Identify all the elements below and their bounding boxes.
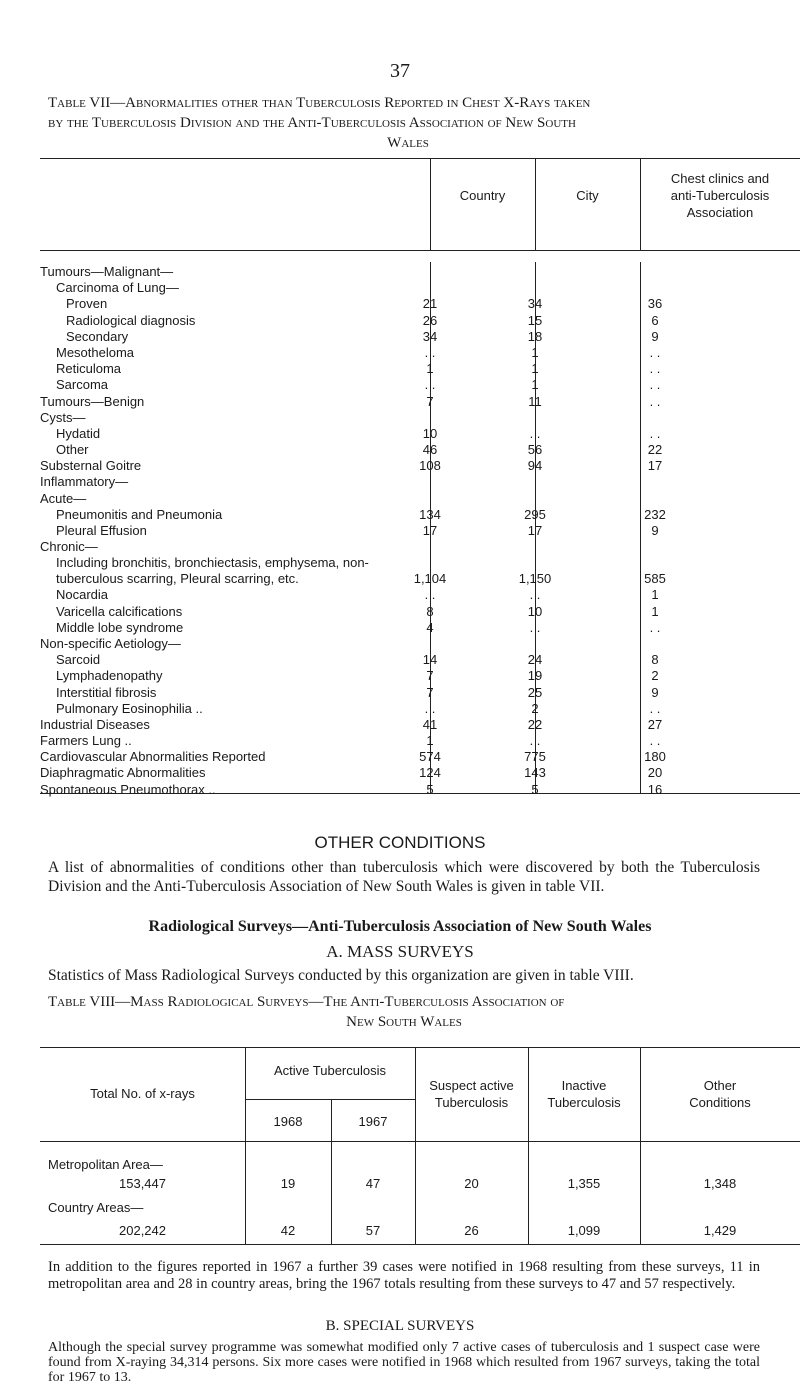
table-row [40,765,800,781]
cell-city: 56 [527,442,543,458]
cell-city: . . [529,733,541,749]
cell-assoc: 1 [651,587,659,603]
cell-city: . . [529,425,541,441]
cell-assoc: 1 [651,603,659,619]
t8-row0-inactive: 1,355 [567,1176,601,1191]
cell-country: 34 [422,328,438,344]
cell-assoc: 22 [647,442,663,458]
cell-city: 17 [527,523,543,538]
cell-assoc: 8 [651,652,659,668]
cell-country: 46 [422,442,438,458]
t8-row1-1968: 42 [280,1223,296,1238]
cell-city: 25 [527,684,543,700]
table-row [40,426,800,442]
table-row [40,782,800,798]
t8-row1-total: 202,242 [119,1223,166,1238]
cell-city: 34 [527,296,543,312]
cell-country: . . [424,700,436,716]
table7-col-divider-2 [535,158,536,250]
cell-assoc: . . [649,344,661,360]
row-label: Secondary [66,328,129,344]
table-row [40,555,800,587]
cell-city: 24 [527,652,543,668]
cell-assoc: . . [649,619,661,635]
cell-city: 11 [528,393,542,409]
row-label: Tumours—Malignant— [40,264,174,279]
cell-country: . . [424,587,436,603]
header-chest-clinics [640,170,800,221]
row-label: Sarcoid [56,652,101,668]
table7-title-line2: by the Tuberculosis Division and the Anti-Tuberculosis Association of New South [48,115,576,131]
table-row [40,313,800,329]
cell-country: . . [424,377,436,393]
cell-assoc: . . [649,425,661,441]
addition-text: In addition to the figures reported in 1967 a further 39 cases were notified in 1968 resulting from these surveys, 11 in metropolitan area and 28 in country areas, bring the 1967 totals resulting from these surveys to 47 and 57 respectively. [48,1259,760,1292]
t8-row1-1967: 57 [365,1223,381,1238]
t8-row1-suspect: 26 [464,1223,479,1238]
table-row [40,361,800,377]
cell-country: 17 [422,523,438,538]
row-label: Middle lobe syndrome [56,619,184,635]
page-number: 37 [390,60,410,82]
cell-assoc: 27 [647,716,663,732]
table-row [40,652,800,668]
table8-title [48,992,760,1032]
mass-surveys-heading: A. MASS SURVEYS [326,942,474,961]
row-label: Pneumonitis and Pneumonia [56,506,223,522]
table-row [40,264,800,280]
cell-country: 10 [422,425,438,441]
table8-active-subrule [245,1099,415,1100]
table-row [40,410,800,426]
table-row [40,717,800,733]
row-label: Cysts— [40,409,86,425]
t8-header-active: Active Tuberculosis [274,1063,386,1078]
row-label: Tumours—Benign [40,393,145,409]
table7-title-line3: Wales [387,135,429,151]
row-label: Nocardia [56,587,109,603]
table-row [40,345,800,361]
row-label: Diaphragmatic Abnormalities [40,765,206,781]
table-row [40,636,800,652]
row-label: Other [56,442,89,458]
cell-city: . . [529,619,541,635]
t8-header-other [640,1077,800,1111]
cell-country: 124 [419,765,441,781]
t8-header-other-l1: Other [703,1078,737,1093]
table-row [40,668,800,684]
table-row [40,685,800,701]
t8-row0-area: Metropolitan Area— [48,1157,163,1172]
other-conditions-text: A list of abnormalities of conditions other than tuberculosis which were discovered by both the Tuberculosis Division and the Anti-Tuberculosis Association of New South Wales is given in table VII. [48,859,760,895]
cell-assoc: 9 [651,328,659,344]
table8-bottom-rule [40,1244,800,1245]
cell-country: 8 [426,603,434,619]
t8-header-suspect [415,1077,528,1111]
cell-assoc: . . [649,361,661,377]
t8-header-suspect-l2: Tuberculosis [434,1095,509,1110]
row-label: Reticuloma [56,361,122,377]
cell-city: 10 [527,603,543,619]
cell-country: 134 [419,506,441,522]
cell-country: 26 [422,312,438,328]
table8-title-line1: Table VIII—Mass Radiological Surveys—The Anti-Tuberculosis Association of [48,994,565,1010]
row-label: Lymphadenopathy [56,668,163,684]
t8-header-inactive-l1: Inactive [561,1078,607,1093]
cell-country: 1 [426,733,434,749]
row-label: Inflammatory— [40,474,129,490]
row-label: Substernal Goitre [40,458,142,474]
table8-top-rule [40,1047,800,1048]
cell-assoc: 6 [651,312,659,328]
cell-country: 7 [426,393,434,409]
table8-header-rule [40,1141,800,1142]
row-label: Cardiovascular Abnormalities Reported [40,749,266,765]
t8-header-1968: 1968 [273,1114,303,1129]
table-row [40,507,800,523]
table-row [40,701,800,717]
table-row [40,329,800,345]
table-row [40,523,800,539]
t8-header-suspect-l1: Suspect active [429,1078,514,1093]
table7-title [48,93,768,153]
row-label: Mesotheloma [56,344,135,360]
table-row [40,458,800,474]
table-row [40,587,800,603]
row-label: Pulmonary Eosinophilia .. [56,700,203,716]
table7-header-rule [40,250,800,251]
table-row [40,620,800,636]
cell-city: 775 [524,749,546,765]
other-conditions-heading: OTHER CONDITIONS [314,833,486,852]
t8-header-inactive [528,1077,640,1111]
cell-city: 5 [531,781,539,797]
cell-assoc: 585 [644,571,666,587]
cell-assoc: 232 [644,506,666,522]
radiological-surveys-heading: Radiological Surveys—Anti-Tuberculosis Association of New South Wales [148,918,652,935]
cell-country: 1,104 [413,571,447,587]
row-label: Acute— [40,490,87,506]
cell-assoc: 9 [651,523,659,538]
cell-city: 94 [527,458,543,474]
cell-city: 295 [524,506,546,522]
cell-assoc: 16 [647,781,663,797]
row-label: Farmers Lung .. [40,733,132,749]
t8-header-total: Total No. of x-rays [90,1086,195,1101]
table-row [40,296,800,312]
table-row [40,280,800,296]
row-label: Radiological diagnosis [66,312,196,328]
cell-assoc: 17 [647,458,663,474]
row-label: Chronic— [40,539,98,555]
cell-assoc: 2 [651,668,659,684]
t8-row0-1968: 19 [280,1176,296,1191]
cell-city: 1 [531,361,539,377]
row-label: Hydatid [56,425,101,441]
cell-assoc: . . [649,700,661,716]
header-city: City [576,188,599,203]
cell-assoc: . . [649,377,661,393]
cell-city: 19 [527,668,543,684]
cell-assoc: . . [649,733,661,749]
cell-assoc: 9 [651,684,659,700]
row-label: Non-specific Aetiology— [40,635,181,651]
cell-city: 2 [531,700,539,716]
t8-header-inactive-l2: Tuberculosis [547,1095,621,1110]
header-chest-line1: Chest clinics and [670,171,770,186]
cell-city: 1 [531,344,539,360]
cell-country: 574 [419,749,441,765]
cell-country: 4 [426,619,434,635]
table-row [40,474,800,490]
special-surveys-text: Although the special survey programme was somewhat modified only 7 active cases of tuberculosis and 1 suspect case were found from X-raying 34,314 persons. Six more cases were notified in 1968 which resulted from 1967 surveys, taking the total for 1967 to 13. [48,1340,760,1385]
mass-surveys-text: Statistics of Mass Radiological Surveys conducted by this organization are given in table VIII. [48,967,634,984]
cell-city: 15 [527,312,543,328]
cell-country: 1 [426,361,434,377]
cell-city: 22 [527,716,543,732]
header-country: Country [459,188,506,203]
table-row [40,733,800,749]
cell-country: 5 [426,781,434,797]
cell-assoc: . . [649,393,661,409]
row-label: Sarcoma [56,377,109,393]
cell-country: 7 [426,684,434,700]
row-label: Industrial Diseases [40,716,150,732]
cell-city: 1,150 [518,571,552,587]
row-label: Proven [66,296,108,312]
row-label: Varicella calcifications [56,603,183,619]
t8-row0-other: 1,348 [703,1176,737,1191]
table-row [40,539,800,555]
header-chest-line2: anti-Tuberculosis [670,188,770,203]
t8-row1-other: 1,429 [703,1223,737,1238]
special-surveys-heading: B. SPECIAL SURVEYS [325,1318,475,1334]
table-row [40,442,800,458]
cell-assoc: 36 [647,296,663,312]
row-label: Spontaneous Pneumothorax .. [40,781,216,797]
row-label: Including bronchitis, bronchiectasis, emphysema, non-tuberculous scarring, Pleural scarring, etc. [56,555,369,587]
cell-country: 21 [422,296,438,312]
row-label: Carcinoma of Lung— [56,280,179,296]
t8-row0-suspect: 20 [464,1176,479,1191]
cell-city: 143 [524,765,546,781]
table7-body [40,264,800,798]
cell-city: 1 [531,377,539,393]
table7-col-divider-1 [430,158,431,250]
t8-header-1967: 1967 [358,1114,388,1129]
table-row [40,749,800,765]
table7-top-rule [40,158,800,159]
cell-country: 14 [422,652,438,668]
table8-title-line2: New South Wales [346,1014,462,1030]
cell-assoc: 180 [644,749,666,765]
row-label: Interstitial fibrosis [56,684,157,700]
table7-title-line1: Table VII—Abnormalities other than Tuberculosis Reported in Chest X-Rays taken [48,95,591,111]
cell-city: 18 [527,328,543,344]
table-row [40,377,800,393]
t8-row0-1967: 47 [365,1176,381,1191]
cell-city: . . [529,587,541,603]
table-row [40,604,800,620]
table-row [40,491,800,507]
cell-assoc: 20 [647,765,663,781]
cell-country: . . [424,344,436,360]
table-row [40,394,800,410]
cell-country: 108 [419,458,441,474]
t8-row1-inactive: 1,099 [567,1223,601,1238]
cell-country: 41 [422,716,438,732]
t8-header-other-l2: Conditions [689,1095,751,1110]
row-label: Pleural Effusion [56,523,147,538]
t8-row0-total: 153,447 [119,1176,166,1191]
header-chest-line3: Association [686,205,754,220]
t8-row1-area: Country Areas— [48,1200,144,1215]
cell-country: 7 [426,668,434,684]
